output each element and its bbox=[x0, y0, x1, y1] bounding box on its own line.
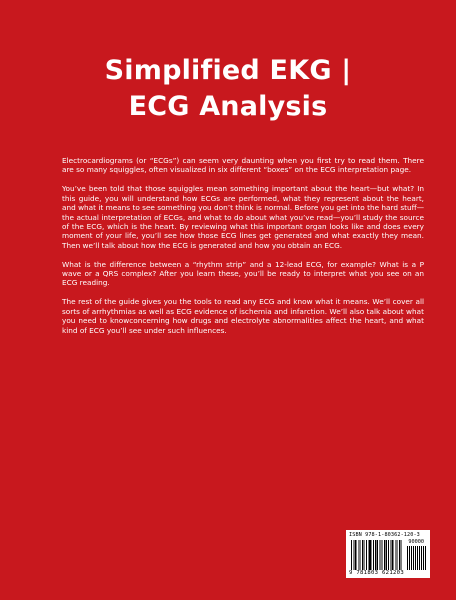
ean-number: 9 781803 621203 bbox=[349, 570, 405, 576]
blurb-paragraph-3: What is the difference between a “rhythm strip” and a 12-lead ECG, for example? What is a P wave or a QRS complex? After you learn these, you’ll be ready to interpret what you see on an ECG reading. bbox=[62, 259, 424, 288]
blurb-paragraph-2: You’ve been told that those squiggles mean something important about the heart—but what? In this guide, you will understand how ECGs are performed, what they represent about the heart, and what it means to see something you don’t think is normal. Before you get into the hard stuff—the actual interpretation of ECGs, and what to do about what you’ve read—you’ll study the source of the ECG, which is the heart. By reviewing what this important organ looks like and does every moment of your life, you’ll see how those ECG lines get generated and what exactly they mean. Then we’ll talk about how the ECG is generated and how you obtain an ECG. bbox=[62, 184, 424, 250]
cover-title-line-1: Simplified EKG | bbox=[104, 55, 352, 86]
addon-bars bbox=[407, 546, 427, 570]
blurb-paragraph-1: Electrocardiograms (or “ECGs”) can seem very daunting when you first try to read them. There are so many squiggles, often visualized in six different “boxes” on the ECG interpretation page. bbox=[62, 156, 424, 175]
blurb-paragraph-4: The rest of the guide gives you the tools to read any ECG and know what it means. We’ll cover all sorts of arrhythmias as well as ECG evidence of ischemia and infarction. We’ll also talk about what you need to knowconcerning how drugs and electrolyte abnormalities affect the heart, and what kind of ECG you’ll see under such influences. bbox=[62, 297, 424, 335]
cover-title-line-2: ECG Analysis bbox=[128, 91, 328, 122]
isbn-number: ISBN 978-1-80362-120-3 bbox=[349, 532, 420, 538]
barcode-bars bbox=[349, 538, 427, 570]
isbn-barcode bbox=[346, 530, 430, 578]
blurb-text bbox=[62, 156, 424, 345]
ean-bars bbox=[351, 540, 403, 570]
price-code: 90000 bbox=[408, 539, 424, 545]
